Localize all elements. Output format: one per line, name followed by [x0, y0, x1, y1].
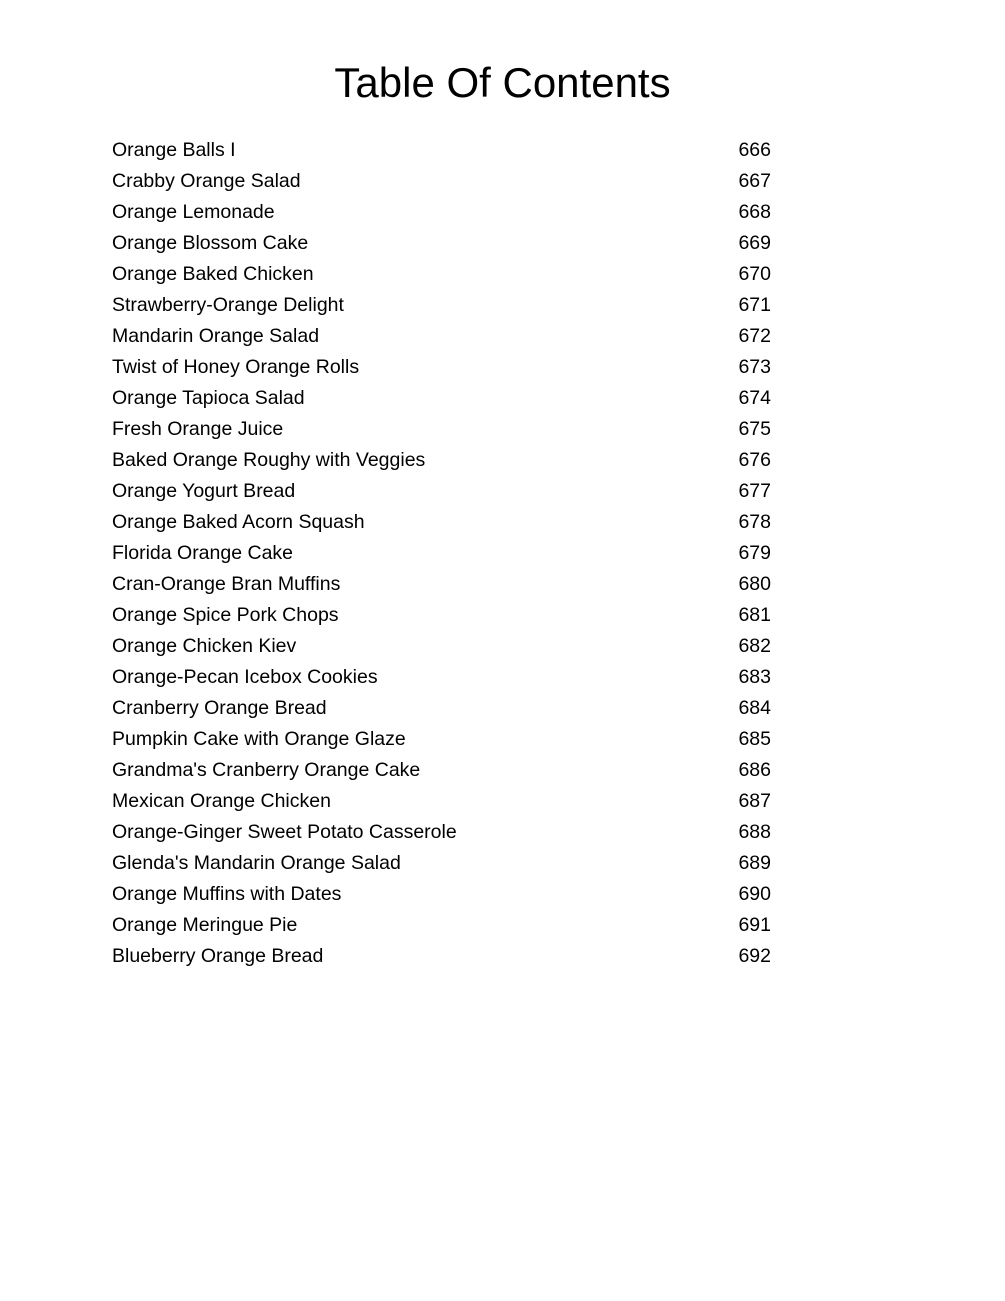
toc-entry-title: Orange Baked Chicken [112, 263, 314, 285]
toc-entry-page: 679 [738, 542, 771, 564]
toc-entry-page: 684 [738, 697, 771, 719]
toc-entry-page: 677 [738, 480, 771, 502]
toc-entry-title: Pumpkin Cake with Orange Glaze [112, 728, 406, 750]
toc-entry-page: 674 [738, 387, 771, 409]
toc-entry-title: Blueberry Orange Bread [112, 945, 324, 967]
toc-entry-title: Orange Yogurt Bread [112, 480, 296, 502]
toc-entry-page: 673 [738, 356, 771, 378]
toc-entry-title: Orange Lemonade [112, 201, 275, 223]
toc-entry [112, 414, 771, 445]
toc-entry-page: 692 [738, 945, 771, 967]
toc-entry-page: 683 [738, 666, 771, 688]
toc-list [112, 135, 771, 972]
toc-entry-page: 672 [738, 325, 771, 347]
toc-entry [112, 817, 771, 848]
toc-entry [112, 290, 771, 321]
toc-entry-title: Florida Orange Cake [112, 542, 294, 564]
toc-entry-page: 682 [738, 635, 771, 657]
toc-entry-page: 690 [738, 883, 771, 905]
toc-entry-page: 680 [738, 573, 771, 595]
toc-entry-page: 669 [738, 232, 771, 254]
toc-entry-page: 688 [738, 821, 771, 843]
toc-entry-title: Glenda's Mandarin Orange Salad [112, 852, 401, 874]
toc-entry [112, 197, 771, 228]
page-title: Table Of Contents [334, 59, 671, 106]
toc-entry [112, 693, 771, 724]
toc-entry [112, 383, 771, 414]
toc-entry-title: Crabby Orange Salad [112, 170, 301, 192]
toc-entry [112, 786, 771, 817]
toc-entry-page: 670 [738, 263, 771, 285]
toc-entry-page: 667 [738, 170, 771, 192]
toc-entry [112, 259, 771, 290]
toc-entry-page: 691 [738, 914, 771, 936]
toc-entry [112, 166, 771, 197]
toc-entry-page: 687 [738, 790, 771, 812]
toc-entry-title: Grandma's Cranberry Orange Cake [112, 759, 421, 781]
toc-entry-title: Orange Baked Acorn Squash [112, 511, 365, 533]
toc-entry-title: Orange Spice Pork Chops [112, 604, 339, 626]
toc-entry-title: Orange Chicken Kiev [112, 635, 297, 657]
toc-entry [112, 538, 771, 569]
toc-entry [112, 600, 771, 631]
toc-entry-title: Orange Blossom Cake [112, 232, 309, 254]
toc-entry-page: 666 [738, 139, 771, 161]
toc-entry-title: Mandarin Orange Salad [112, 325, 320, 347]
toc-entry-title: Cranberry Orange Bread [112, 697, 327, 719]
toc-entry-title: Orange Tapioca Salad [112, 387, 305, 409]
toc-entry [112, 135, 771, 166]
toc-entry-title: Fresh Orange Juice [112, 418, 284, 440]
toc-entry [112, 941, 771, 972]
toc-entry [112, 662, 771, 693]
toc-entry-page: 681 [738, 604, 771, 626]
toc-entry-title: Cran-Orange Bran Muffins [112, 573, 341, 595]
toc-entry [112, 228, 771, 259]
toc-entry-page: 689 [738, 852, 771, 874]
toc-entry-title: Strawberry-Orange Delight [112, 294, 344, 316]
toc-entry-page: 686 [738, 759, 771, 781]
toc-entry [112, 352, 771, 383]
toc-entry-title: Orange Balls I [112, 139, 236, 161]
toc-entry-page: 678 [738, 511, 771, 533]
toc-entry [112, 445, 771, 476]
toc-entry [112, 879, 771, 910]
toc-entry-title: Orange Muffins with Dates [112, 883, 342, 905]
toc-entry-page: 676 [738, 449, 771, 471]
toc-entry-page: 668 [738, 201, 771, 223]
toc-entry [112, 569, 771, 600]
toc-entry [112, 631, 771, 662]
toc-entry-page: 675 [738, 418, 771, 440]
toc-entry-page: 685 [738, 728, 771, 750]
toc-entry [112, 848, 771, 879]
toc-entry [112, 321, 771, 352]
toc-entry [112, 724, 771, 755]
toc-entry-title: Orange-Ginger Sweet Potato Casserole [112, 821, 457, 843]
toc-entry [112, 476, 771, 507]
toc-entry-title: Orange-Pecan Icebox Cookies [112, 666, 378, 688]
toc-entry [112, 910, 771, 941]
toc-entry-title: Baked Orange Roughy with Veggies [112, 449, 426, 471]
toc-entry [112, 755, 771, 786]
toc-entry [112, 507, 771, 538]
toc-entry-title: Mexican Orange Chicken [112, 790, 331, 812]
toc-entry-title: Twist of Honey Orange Rolls [112, 356, 360, 378]
toc-entry-page: 671 [738, 294, 771, 316]
toc-entry-title: Orange Meringue Pie [112, 914, 298, 936]
